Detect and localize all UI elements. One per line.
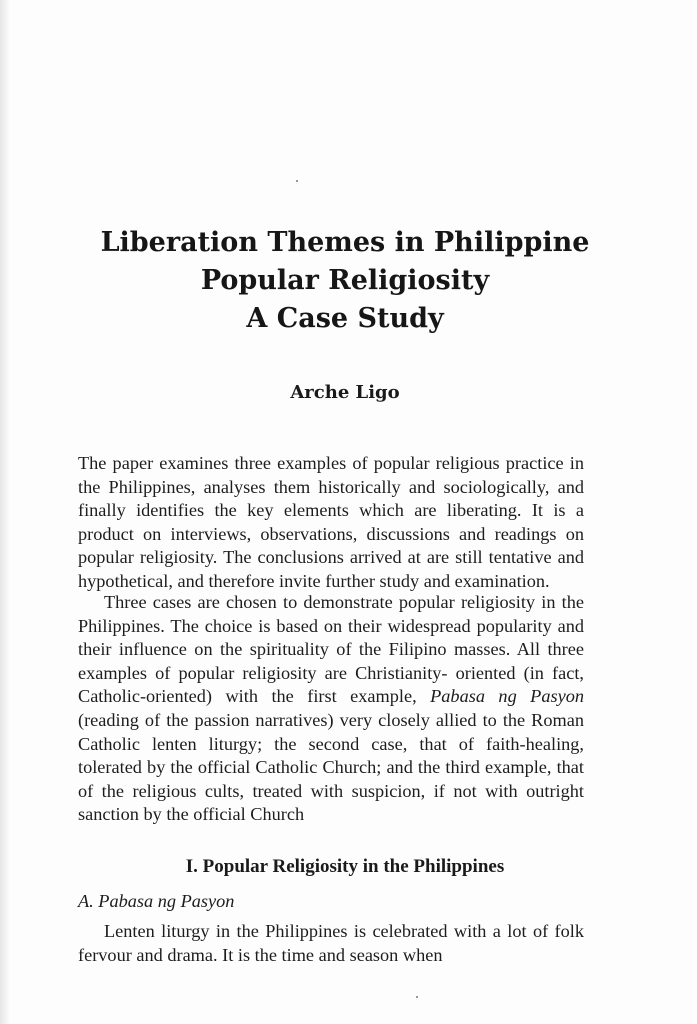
abstract-paragraph: The paper examines three examples of popular religious practice in the Philippines, analyses them historically and sociologically, and finally identifies the key elements which are liberating. It is a product on interviews, observations, discussions and readings on popular religiosity. The conclusions arrived at are still tentative and hypothetical, and therefore invite further study and examination. <box>78 453 584 591</box>
scan-speck <box>296 180 298 182</box>
title-line-1: Liberation Themes in Philippine <box>100 227 590 258</box>
paragraph-text: Three cases are chosen to demonstrate popular religiosity in the Philippines. The choice is based on their widespread popularity and their influence on the spirituality of the Filipino masses. All three examples of popular religiosity are Christianity- oriented (in fact, Catholic-oriented) with the first example, <box>78 592 584 707</box>
title-line-2: Popular Religiosity <box>200 265 490 296</box>
article-title <box>60 224 630 338</box>
body-paragraph-3: Lenten liturgy in the Philippines is celebrated with a lot of folk fervour and drama. It is the time and season when <box>78 921 584 965</box>
section-heading: I. Popular Religiosity in the Philippines <box>185 856 505 877</box>
subsection-heading: A. Pabasa ng Pasyon <box>78 891 235 911</box>
body-paragraph-2 <box>78 591 584 827</box>
italic-term: Pabasa ng Pasyon <box>430 686 584 707</box>
page-edge-shadow <box>0 0 10 1024</box>
paragraph-text: (reading of the passion narratives) very closely allied to the Roman Catholic lenten liturgy; the second case, that of faith-healing, tolerated by the official Catholic Church; and the third example, that of the religious cults, treated with suspicion, if not with outright sanction by the official Church <box>78 709 584 825</box>
author-name: Arche Ligo <box>290 382 400 403</box>
scan-speck <box>416 996 418 998</box>
title-line-3: A Case Study <box>246 303 444 334</box>
